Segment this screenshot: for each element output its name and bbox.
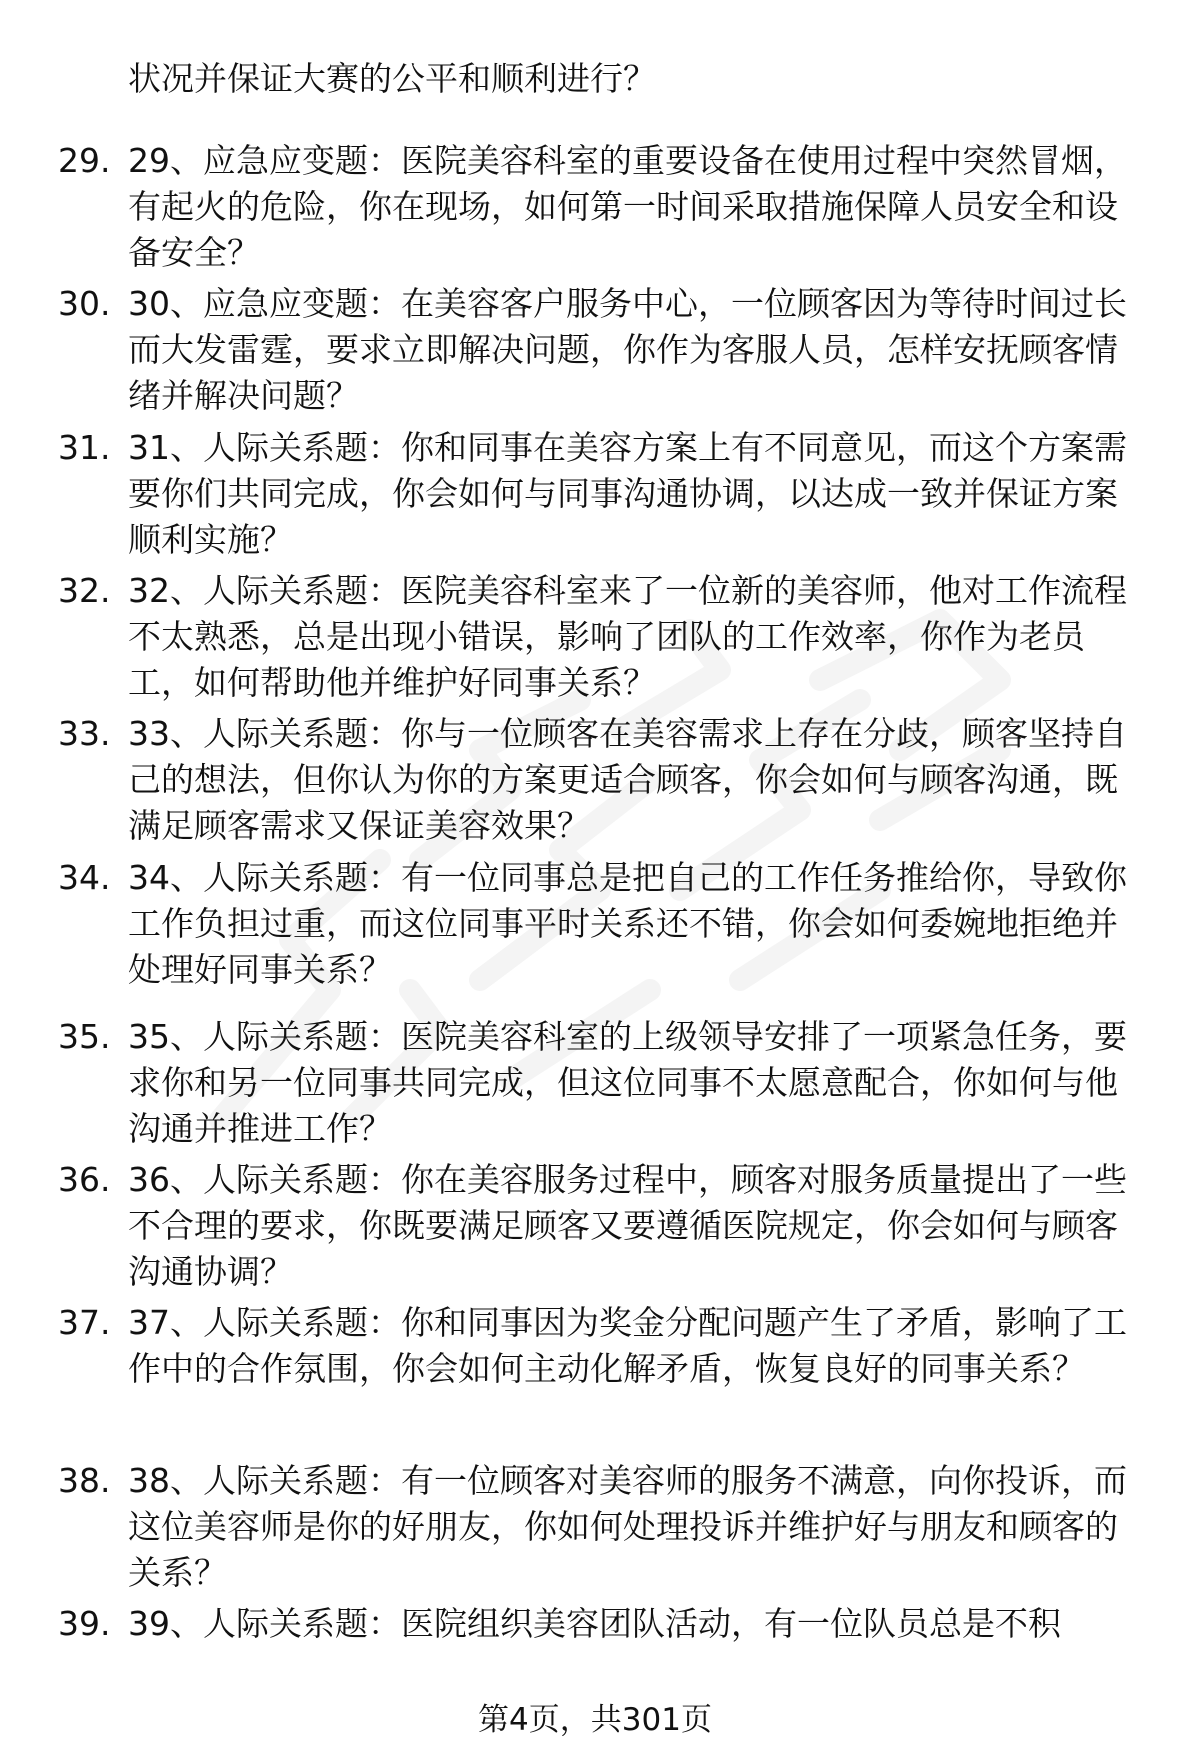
question-text: 35、人际关系题：医院美容科室的上级领导安排了一项紧急任务，要求你和另一位同事共同完成，但这位同事不太愿意配合，你如何与他沟通并推进工作？ — [128, 1017, 1127, 1148]
question-number: 31. — [58, 428, 111, 467]
question-text: 33、人际关系题：你与一位顾客在美容需求上存在分歧，顾客坚持自己的想法，但你认为你的方案更适合顾客，你会如何与顾客沟通，既满足顾客需求又保证美容效果？ — [128, 714, 1127, 845]
question-text: 34、人际关系题：有一位同事总是把自己的工作任务推给你，导致你工作负担过重，而这位同事平时关系还不错，你会如何委婉地拒绝并处理好同事关系？ — [128, 858, 1127, 989]
question-text: 32、人际关系题：医院美容科室来了一位新的美容师，他对工作流程不太熟悉，总是出现小错误，影响了团队的工作效率，你作为老员工，如何帮助他并维护好同事关系？ — [128, 571, 1127, 702]
question-number: 30. — [58, 284, 111, 323]
page-footer: 第4页，共301页 — [478, 1702, 712, 1738]
question-text: 30、应急应变题：在美容客户服务中心，一位顾客因为等待时间过长而大发雷霆，要求立即解决问题，你作为客服人员，怎样安抚顾客情绪并解决问题？ — [128, 284, 1127, 415]
question-text: 37、人际关系题：你和同事因为奖金分配问题产生了矛盾，影响了工作中的合作氛围，你会如何主动化解矛盾，恢复良好的同事关系？ — [128, 1303, 1127, 1388]
question-text: 36、人际关系题：你在美容服务过程中，顾客对服务质量提出了一些不合理的要求，你既要满足顾客又要遵循医院规定，你会如何与顾客沟通协调？ — [128, 1160, 1127, 1291]
question-text: 38、人际关系题：有一位顾客对美容师的服务不满意，向你投诉，而这位美容师是你的好朋友，你如何处理投诉并维护好与朋友和顾客的关系？ — [128, 1461, 1127, 1592]
question-number: 34. — [58, 858, 111, 897]
question-text: 31、人际关系题：你和同事在美容方案上有不同意见，而这个方案需要你们共同完成，你会如何与同事沟通协调，以达成一致并保证方案顺利实施？ — [128, 428, 1127, 559]
question-number: 35. — [58, 1017, 111, 1056]
question-number: 37. — [58, 1303, 111, 1342]
question-number: 38. — [58, 1461, 111, 1500]
question-number: 36. — [58, 1160, 111, 1199]
question-number: 39. — [58, 1604, 111, 1643]
question-number: 33. — [58, 714, 111, 753]
question-text: 39、人际关系题：医院组织美容团队活动，有一位队员总是不积 — [128, 1604, 1061, 1643]
question-number: 32. — [58, 571, 111, 610]
continuation-line: 状况并保证大赛的公平和顺利进行？ — [128, 59, 656, 98]
question-text: 29、应急应变题：医院美容科室的重要设备在使用过程中突然冒烟，有起火的危险，你在现场，如何第一时间采取措施保障人员安全和设备安全？ — [128, 141, 1127, 272]
question-number: 29. — [58, 141, 111, 180]
